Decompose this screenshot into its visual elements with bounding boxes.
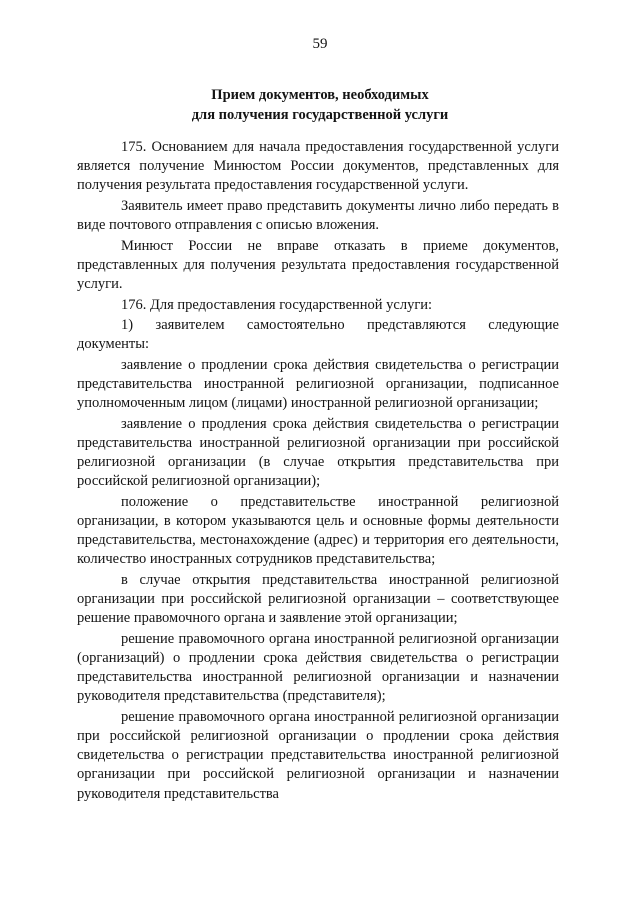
section-heading-line-2: для получения государственной услуги: [191, 107, 449, 123]
paragraph-no-refusal: Минюст России не вправе отказать в приеме документов, представленных для получения результата предоставления государственной услуги.: [77, 237, 559, 293]
paragraph-176-item-1: 1) заявителем самостоятельно представляются следующие документы:: [77, 317, 559, 353]
paragraph-176-intro: 176. Для предоставления государственной услуги:: [121, 296, 433, 313]
paragraph-decision-russian: решение правомочного органа иностранной религиозной организации при российской религиозной организации о продлении срока действия свидетельства о регистрации представительства иностранной религиозной организации при российской религиозной организации и назначении руководителя представительства: [77, 708, 559, 802]
paragraph-regulation: положение о представительстве иностранной религиозной организации, в котором указываются цель и основные формы деятельности представительства, местонахождение (адрес) и территория его деятельности, количество иностранных сотрудников представительства;: [77, 493, 559, 568]
paragraph-application-extension: заявление о продлении срока действия свидетельства о регистрации представительства иностранной религиозной организации, подписанное уполномоченным лицом (лицами) иностранной религиозной организации;: [77, 356, 559, 412]
paragraph-application-extension-russian: заявление о продления срока действия свидетельства о регистрации представительства иностранной религиозной организации при российской религиозной организации (в случае открытия представительства при российской религиозной организации);: [77, 415, 559, 490]
page-number: 59: [312, 36, 328, 52]
document-body: [77, 138, 559, 805]
paragraph-decision-foreign: решение правомочного органа иностранной религиозной организации (организаций) о продлении срока действия свидетельства о регистрации представительства иностранной религиозной организации и назначении руководителя представительства (представителя);: [77, 630, 559, 705]
paragraph-submission-right: Заявитель имеет право представить документы лично либо передать в виде почтового отправления с описью вложения.: [77, 197, 559, 234]
paragraph-175-basis: 175. Основанием для начала предоставления государственной услуги является получение Минюстом России документов, представленных для получения результата предоставления государственной услуги.: [77, 139, 559, 194]
paragraph-opening-decision: в случае открытия представительства иностранной религиозной организации при российской религиозной организации – соответствующее решение правомочного органа и заявление этой организации;: [77, 571, 559, 627]
section-heading-line-1: Прием документов, необходимых: [211, 87, 429, 103]
section-heading: [70, 85, 570, 125]
